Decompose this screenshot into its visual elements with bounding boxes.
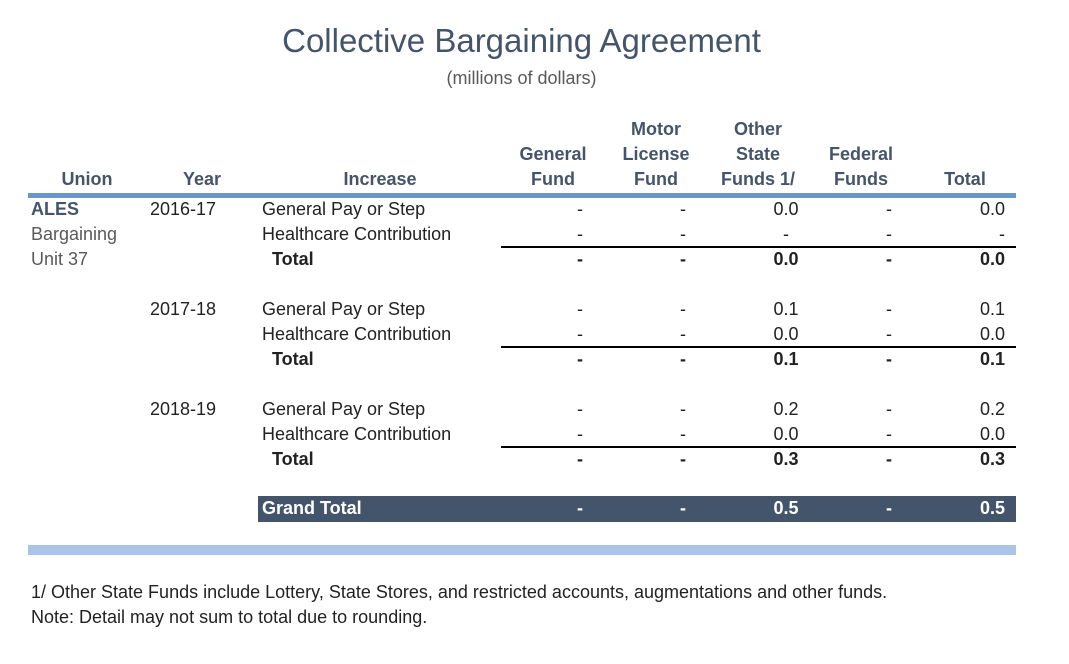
year-label: 2018-19 [150,399,217,419]
total-motor-license: - [680,249,686,269]
cell-motor-license: - [680,424,686,444]
header-year-text: Year [182,169,222,189]
grand-total-other-state: 0.5 [773,498,799,518]
header-increase-text: Increase [343,169,417,189]
total-general-fund: - [577,349,583,369]
total-label: Total [272,349,314,369]
cell-motor-license: - [680,399,686,419]
cell-general-fund: - [577,324,583,344]
cell-general-fund: - [577,424,583,444]
total-total: 0.3 [979,449,1005,469]
total-general-fund: - [577,249,583,269]
header-general-fund-line1: General [519,144,587,164]
cell-motor-license: - [680,199,686,219]
header-motor-license-fund [611,117,701,192]
year-label: 2017-18 [150,299,217,319]
grand-total-row [258,496,1016,522]
union-line1: Bargaining [31,224,118,244]
cell-motor-license: - [680,224,686,244]
header-other-state-line3: Funds 1/ [720,169,795,189]
row-label: Healthcare Contribution [262,324,452,344]
union-name: ALES [31,199,80,219]
header-other-state-funds [713,117,803,192]
header-total [925,167,1005,192]
cell-federal: - [886,199,892,219]
header-total-text: Total [944,169,986,189]
page-title: Collective Bargaining Agreement [282,22,761,59]
total-total: 0.0 [979,249,1005,269]
cell-general-fund: - [577,224,583,244]
cell-motor-license: - [680,324,686,344]
cell-other-state: 0.0 [773,324,799,344]
cell-federal: - [886,399,892,419]
total-other-state: 0.0 [773,249,799,269]
row-label: General Pay or Step [262,199,426,219]
cell-general-fund: - [577,299,583,319]
header-other-state-line1: Other [733,119,782,139]
footnote-rounding: Note: Detail may not sum to total due to rounding. [31,607,428,627]
footnote-other-state-funds: 1/ Other State Funds include Lottery, State Stores, and restricted accounts, augmentations and other funds. [31,582,888,602]
row-label: General Pay or Step [262,399,426,419]
cell-other-state: 0.2 [773,399,799,419]
total-federal: - [886,349,892,369]
header-other-state-line2: State [735,144,780,164]
union-line2: Unit 37 [31,249,89,269]
total-other-state: 0.1 [773,349,799,369]
cell-total: 0.0 [979,424,1005,444]
grand-total-label: Grand Total [262,498,362,518]
row-label: Healthcare Contribution [262,224,452,244]
cell-total: 0.0 [979,199,1005,219]
cell-general-fund: - [577,199,583,219]
footer-rule [28,545,1016,555]
grand-total-federal: - [886,498,892,518]
cell-other-state: 0.0 [773,199,799,219]
cell-general-fund: - [577,399,583,419]
grand-total-total: 0.5 [979,498,1005,518]
total-total: 0.1 [979,349,1005,369]
total-motor-license: - [680,349,686,369]
header-year [167,167,237,192]
total-label: Total [272,249,314,269]
grand-total-general-fund: - [577,498,583,518]
year-label: 2016-17 [150,199,217,219]
cell-federal: - [886,424,892,444]
row-label: Healthcare Contribution [262,424,452,444]
row-label: General Pay or Step [262,299,426,319]
header-increase [320,167,440,192]
cell-total: 0.0 [979,324,1005,344]
header-motor-license-line3: Fund [634,169,678,189]
header-motor-license-line2: License [622,144,690,164]
header-federal-funds [816,142,906,192]
header-federal-line2: Funds [834,169,888,189]
header-union-text: Union [61,169,113,189]
header-federal-line1: Federal [828,144,894,164]
header-general-fund-line2: Fund [531,169,575,189]
total-federal: - [886,449,892,469]
total-other-state: 0.3 [773,449,799,469]
total-general-fund: - [577,449,583,469]
header-motor-license-line1: Motor [631,119,681,139]
cell-total: - [999,224,1005,244]
total-label: Total [272,449,314,469]
grand-total-motor-license: - [680,498,686,518]
cell-federal: - [886,224,892,244]
header-union [47,167,127,192]
cell-total: 0.1 [979,299,1005,319]
page-subtitle: (millions of dollars) [446,68,597,88]
cell-other-state: - [783,224,789,244]
cell-other-state: 0.1 [773,299,799,319]
cell-other-state: 0.0 [773,424,799,444]
total-federal: - [886,249,892,269]
cell-total: 0.2 [979,399,1005,419]
cell-federal: - [886,299,892,319]
cell-federal: - [886,324,892,344]
total-motor-license: - [680,449,686,469]
cell-motor-license: - [680,299,686,319]
header-general-fund [508,142,598,192]
